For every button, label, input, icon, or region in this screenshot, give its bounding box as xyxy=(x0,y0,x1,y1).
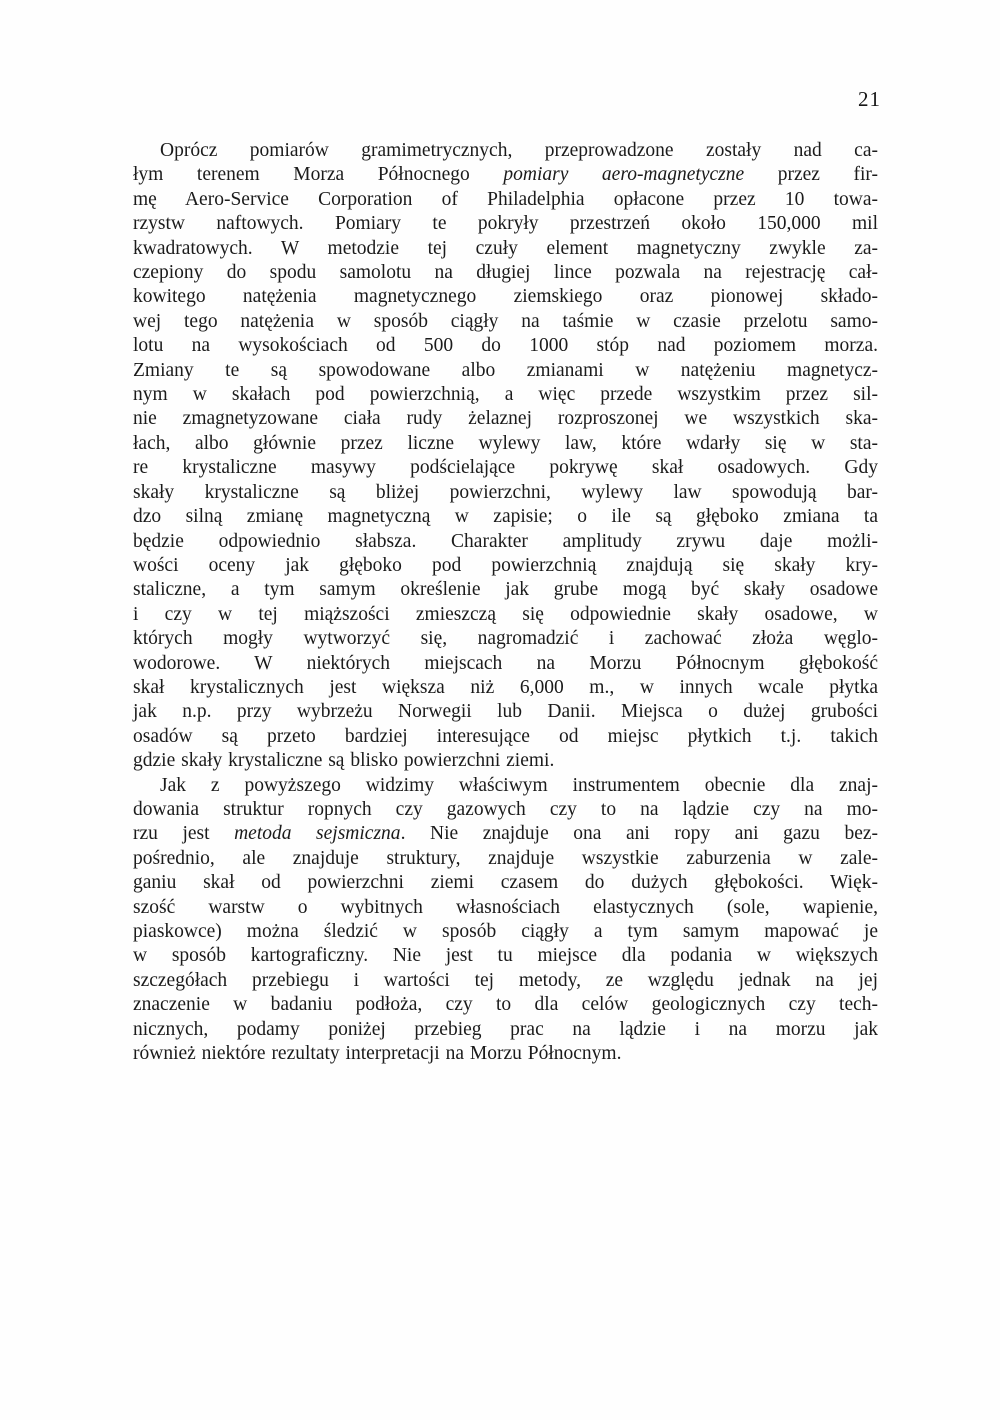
text-segment: mę Aero-Service Corporation of Philadelphia opłacone przez 10 towa- xyxy=(133,188,878,210)
text-segment: . Nie znajduje ona ani ropy ani gazu bez- xyxy=(400,823,878,845)
text-segment: czepiony do spodu samolotu na długiej lince pozwala na rejestrację cał- xyxy=(133,262,878,284)
text-line xyxy=(133,310,878,334)
text-line xyxy=(133,407,878,431)
text-line xyxy=(133,798,878,822)
text-segment: kowitego natężenia magnetycznego ziemskiego oraz pionowej składo- xyxy=(133,286,878,308)
text-segment: skały krystaliczne są bliżej powierzchni, wylewy law spowodują bar- xyxy=(133,481,878,503)
paragraph xyxy=(133,774,878,1067)
text-line xyxy=(133,627,878,651)
text-segment: pośrednio, ale znajduje struktury, znajduje wszystkie zaburzenia w zale- xyxy=(133,847,878,869)
text-line xyxy=(133,652,878,676)
italic-text: metoda sejsmiczna xyxy=(234,823,401,845)
text-segment: znaczenie w badaniu podłoża, czy to dla celów geologicznych czy tech- xyxy=(133,994,878,1016)
text-segment: skał krystalicznych jest większa niż 6,000 m., w innych wcale płytka xyxy=(133,676,878,698)
text-line xyxy=(133,334,878,358)
text-segment: których mogły wytworzyć się, nagromadzić i zachować złoża węglo- xyxy=(133,628,878,650)
text-segment: wości oceny jak głęboko pod powierzchnią znajdują się skały kry- xyxy=(133,554,878,576)
text-segment: również niektóre rezultaty interpretacji na Morzu Północnym. xyxy=(133,1043,622,1065)
text-segment: dowania struktur ropnych czy gazowych czy to na lądzie czy na mo- xyxy=(133,798,878,820)
text-segment: nie zmagnetyzowane ciała rudy żelaznej rozproszonej we wszystkich ska- xyxy=(133,408,878,430)
text-segment: łach, albo głównie przez liczne wylewy law, które wdarły się w sta- xyxy=(133,432,878,454)
text-line xyxy=(133,188,878,212)
text-segment: wej tego natężenia w sposób ciągły na taśmie w czasie przelotu samo- xyxy=(133,310,878,332)
text-segment: Jak z powyższego widzimy właściwym instrumentem obecnie dla znaj- xyxy=(160,774,878,796)
text-segment: nym w skałach pod powierzchnią, a więc przede wszystkim przez sil- xyxy=(133,384,878,406)
text-line xyxy=(133,261,878,285)
text-line xyxy=(133,163,878,187)
text-segment: lotu na wysokościach od 500 do 1000 stóp nad poziomem morza. xyxy=(133,335,878,357)
text-segment: Oprócz pomiarów gramimetrycznych, przeprowadzone zostały nad ca- xyxy=(160,140,878,161)
text-line xyxy=(133,359,878,383)
text-line xyxy=(133,822,878,846)
text-segment: nicznych, podamy poniżej przebieg prac na lądzie i na morzu jak xyxy=(133,1018,878,1040)
text-segment: Zmiany te są spowodowane albo zmianami w natężeniu magnetycz- xyxy=(133,359,878,381)
text-line xyxy=(133,383,878,407)
text-line xyxy=(133,993,878,1017)
text-line xyxy=(133,969,878,993)
text-segment: w sposób kartograficzny. Nie jest tu miejsce dla podania w większych xyxy=(133,945,878,967)
text-segment: kwadratowych. W metodzie tej czuły element magnetyczny zwykle za- xyxy=(133,237,878,259)
text-segment: jak n.p. przy wybrzeżu Norwegii lub Danii. Miejsca o dużej grubości xyxy=(133,701,878,723)
text-segment: rzystw naftowych. Pomiary te pokryły przestrzeń około 150,000 mil xyxy=(133,213,878,235)
text-line xyxy=(133,212,878,236)
text-segment: dzo silną zmianę magnetyczną w zapisie; o ile są głęboko zmiana ta xyxy=(133,506,878,528)
text-line xyxy=(133,139,878,163)
text-line xyxy=(133,749,878,773)
text-segment: re krystaliczne masywy podścielające pokrywę skał osadowych. Gdy xyxy=(133,457,878,479)
text-segment: i czy w tej miąższości zmieszczą się odpowiednie skały osadowe, w xyxy=(133,603,878,625)
text-line xyxy=(133,725,878,749)
text-segment: osadów są przeto bardziej interesujące od miejsc płytkich t.j. takich xyxy=(133,725,878,747)
text-line xyxy=(133,456,878,480)
text-segment: szość warstw o wybitnych własnościach elastycznych (sole, wapienie, xyxy=(133,896,878,918)
text-line xyxy=(133,554,878,578)
text-line xyxy=(133,285,878,309)
text-segment: piaskowce) można śledzić w sposób ciągły a tym samym mapować je xyxy=(133,921,878,942)
text-line xyxy=(133,871,878,895)
text-segment: przez fir- xyxy=(744,164,878,186)
text-segment: rzu jest xyxy=(133,823,235,845)
text-block xyxy=(133,139,878,1066)
text-line xyxy=(133,432,878,456)
text-line xyxy=(133,700,878,724)
text-line xyxy=(133,603,878,627)
text-line xyxy=(133,237,878,261)
text-line xyxy=(133,578,878,602)
text-line xyxy=(133,1042,878,1066)
page-number: 21 xyxy=(858,87,881,111)
text-line xyxy=(133,676,878,700)
text-line xyxy=(133,481,878,505)
italic-text: pomiary aero-magnetyczne xyxy=(503,164,745,186)
text-segment: szczegółach przebiegu i wartości tej metody, ze względu jednak na jej xyxy=(133,969,878,991)
text-line xyxy=(133,920,878,944)
text-segment: łym terenem Morza Północnego xyxy=(133,164,504,186)
text-line xyxy=(133,530,878,554)
text-segment: ganiu skał od powierzchni ziemi czasem do dużych głębokości. Więk- xyxy=(133,872,878,894)
text-line xyxy=(133,896,878,920)
paragraph xyxy=(133,139,878,774)
text-line xyxy=(133,1018,878,1042)
text-segment: gdzie skały krystaliczne są blisko powierzchni ziemi. xyxy=(133,750,555,772)
text-segment: wodorowe. W niektórych miejscach na Morzu Północnym głębokość xyxy=(133,652,878,674)
text-segment: będzie odpowiednio słabsza. Charakter amplitudy zrywu daje możli- xyxy=(133,530,878,552)
text-segment: staliczne, a tym samym określenie jak grube mogą być skały osadowe xyxy=(133,579,878,601)
text-line xyxy=(133,944,878,968)
text-line xyxy=(133,505,878,529)
text-line xyxy=(133,847,878,871)
text-line xyxy=(133,774,878,798)
